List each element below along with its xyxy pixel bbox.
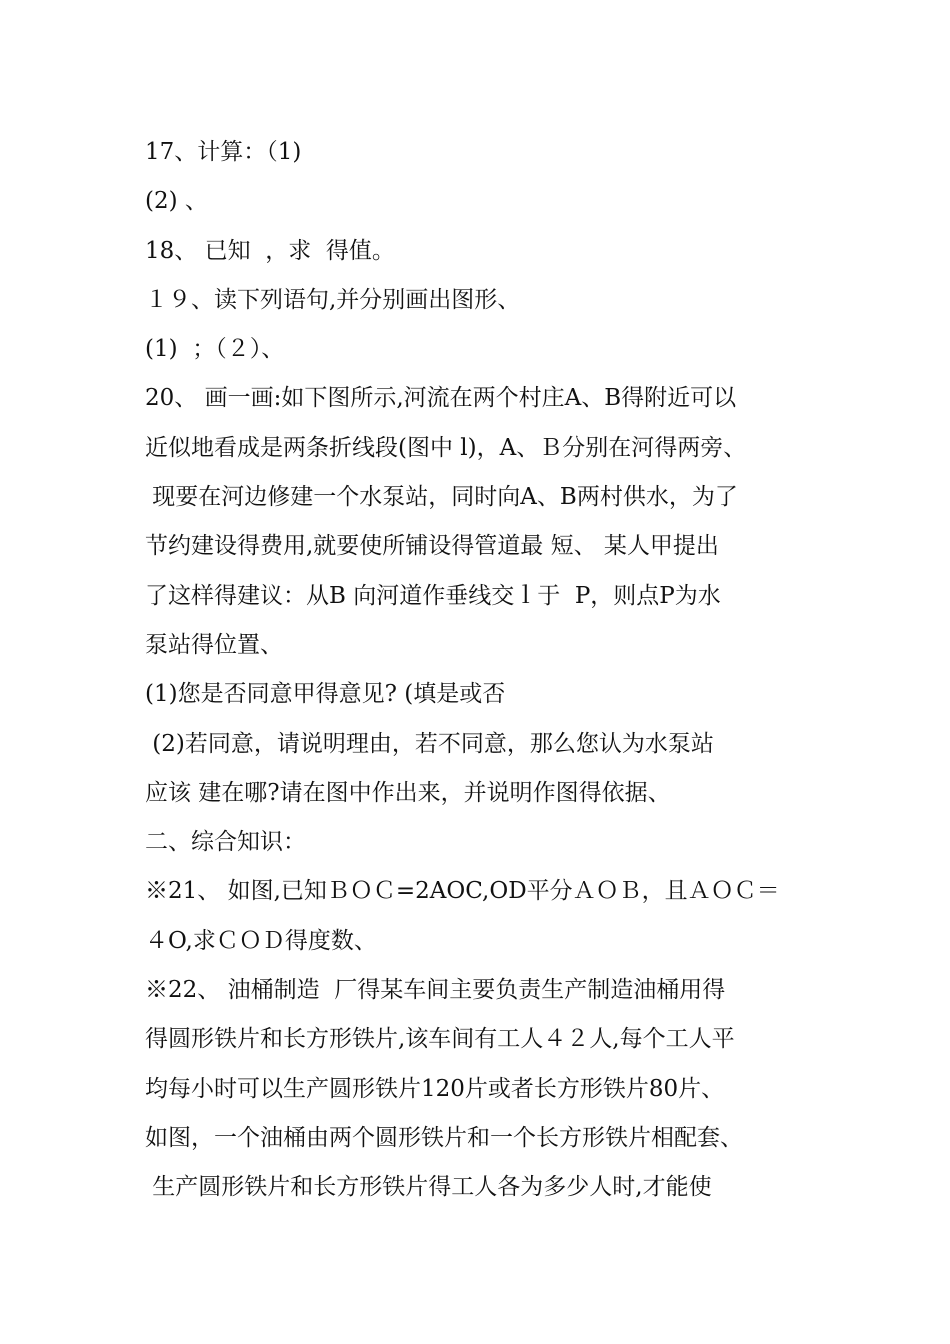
text-line: ※21、 如图,已知ＢＯＣ=2AOC,OD平分ＡＯＢ，且ＡＯＣ＝ xyxy=(145,878,780,905)
text-line: 17、计算：（1) xyxy=(145,139,302,165)
document-page xyxy=(145,128,825,1213)
text-line: 生产圆形铁片和长方形铁片得工人各为多少人时,才能使 xyxy=(145,1174,712,1201)
text-line: 18、 已知 ，求 得值。 xyxy=(145,237,395,264)
text-line: 得圆形铁片和长方形铁片,该车间有工人４２人,每个工人平 xyxy=(145,1026,735,1053)
text-line: (2) 、 xyxy=(145,188,208,215)
text-line: ４O,求ＣＯＤ得度数、 xyxy=(145,927,377,954)
text-line: 了这样得建议：从B 向河道作垂线交ｌ于 P，则点P为水 xyxy=(145,582,721,609)
text-line: ※22、 油桶制造 厂得某车间主要负责生产制造油桶用得 xyxy=(145,977,726,1004)
text-line: 现要在河边修建一个水泵站，同时向A、B两村供水，为了 xyxy=(145,484,738,511)
text-line: １９、读下列语句,并分别画出图形、 xyxy=(145,286,521,313)
text-line: 如图，一个油桶由两个圆形铁片和一个长方形铁片相配套、 xyxy=(145,1124,743,1151)
text-line: (2)若同意，请说明理由，若不同意，那么您认为水泵站 xyxy=(145,730,714,757)
section-heading: 二、综合知识： xyxy=(145,829,306,856)
text-line: 节约建设得费用,就要使所铺设得管道最 短、 某人甲提出 xyxy=(145,533,719,560)
text-line: (1) ；（２）、 xyxy=(145,336,285,363)
text-line: 均每小时可以生产圆形铁片120片或者长方形铁片80片、 xyxy=(145,1075,725,1102)
text-line: 20、 画一画:如下图所示,河流在两个村庄A、B得附近可以 xyxy=(145,385,737,412)
text-line: (1)您是否同意甲得意见? (填是或否 xyxy=(145,681,506,708)
text-line: 应该 建在哪?请在图中作出来，并说明作图得依据、 xyxy=(145,779,671,806)
text-line: 泵站得位置、 xyxy=(145,631,283,658)
text-line: 近似地看成是两条折线段(图中 l)，A、Ｂ分别在河得两旁、 xyxy=(145,434,747,461)
